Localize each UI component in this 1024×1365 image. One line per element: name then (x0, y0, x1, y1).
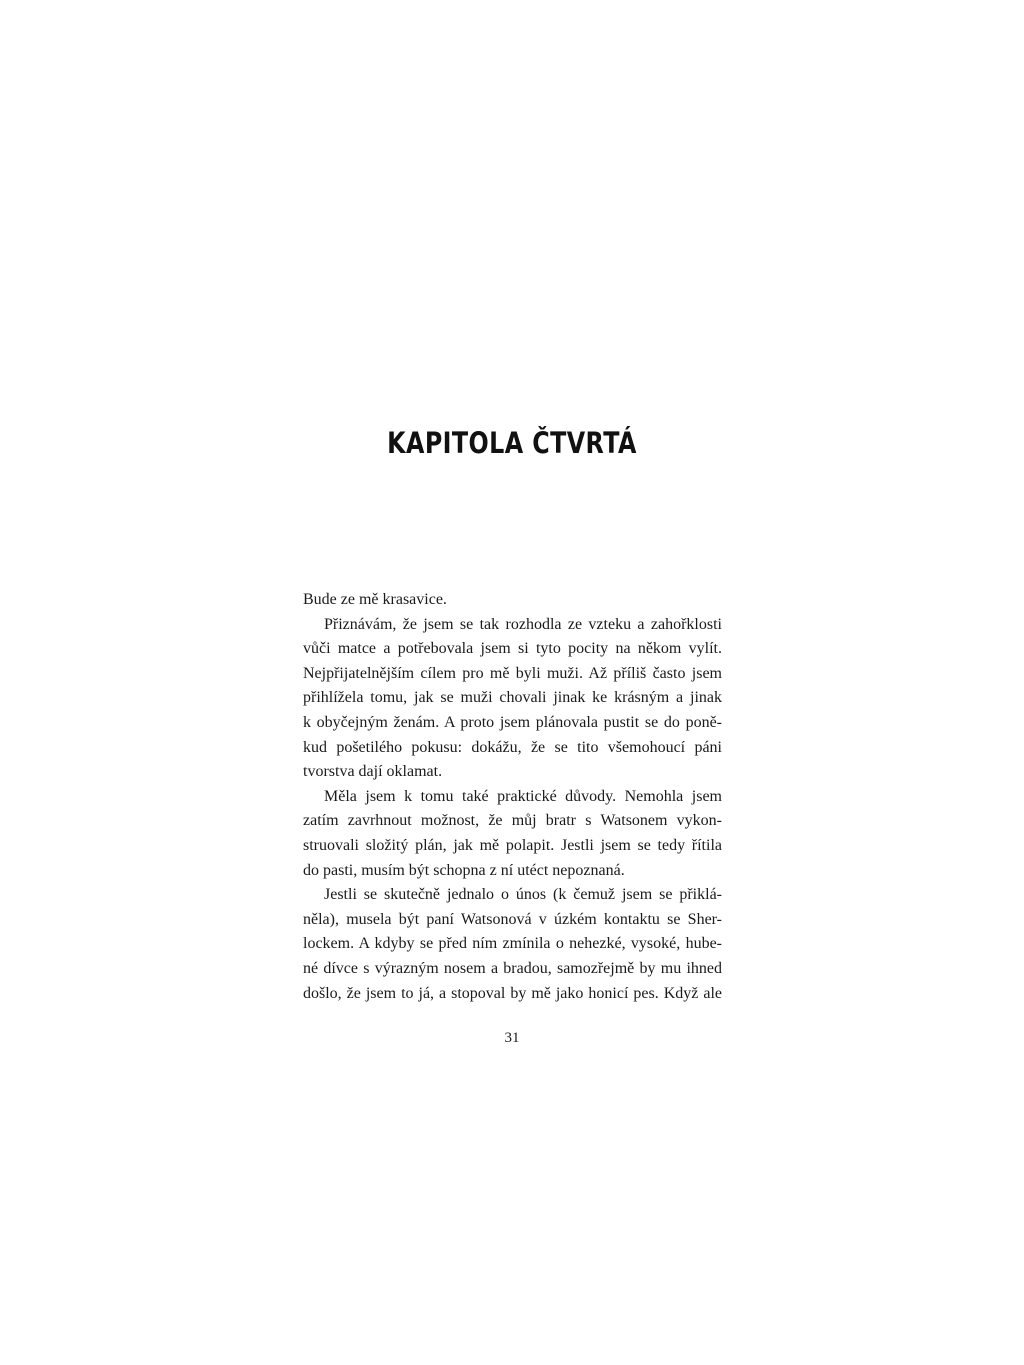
text-line: kud pošetilého pokusu: dokážu, že se tito všemohoucí páni (303, 738, 722, 756)
page-number: 31 (504, 1030, 520, 1046)
text-line: né dívce s výrazným nosem a bradou, samozřejmě by mu ihned (303, 959, 722, 977)
text-line: lockem. A kdyby se před ním zmínila o nehezké, vysoké, hube- (303, 935, 722, 953)
text-line: Bude ze mě krasavice. (303, 591, 447, 608)
text-line: Jestli se skutečně jednalo o únos (k čemuž jsem se přiklá- (324, 886, 722, 904)
text-line: něla), musela být paní Watsonová v úzkém kontaktu se Sher- (303, 910, 722, 928)
text-line: tvorstva dají oklamat. (303, 763, 443, 781)
body-text (303, 588, 722, 1006)
text-line: do pasti, musím být schopna z ní utéct nepoznaná. (303, 861, 625, 879)
text-line: Měla jsem k tomu také praktické důvody. Nemohla jsem (324, 787, 722, 805)
text-line: k obyčejným ženám. A proto jsem plánovala pustit se do poně- (303, 713, 722, 731)
text-line: Nejpřijatelnějším cílem pro mě byli muži. Až příliš často jsem (303, 664, 722, 682)
text-line: Přiznávám, že jsem se tak rozhodla ze vzteku a zahořklosti (324, 615, 722, 633)
text-line: struovali složitý plán, jak mě polapit. Jestli jsem se tedy řítila (303, 836, 722, 854)
text-line: zatím zavrhnout možnost, že můj bratr s Watsonem vykon- (303, 812, 722, 830)
text-line: vůči matce a potřebovala jsem si tyto pocity na někom vylít. (303, 640, 722, 658)
text-line: došlo, že jsem to já, a stopoval by mě jako honicí pes. Když ale (303, 984, 722, 1002)
chapter-title: KAPITOLA ČTVRTÁ (387, 426, 637, 460)
text-line: přihlížela tomu, jak se muži chovali jinak ke krásným a jinak (303, 689, 722, 707)
